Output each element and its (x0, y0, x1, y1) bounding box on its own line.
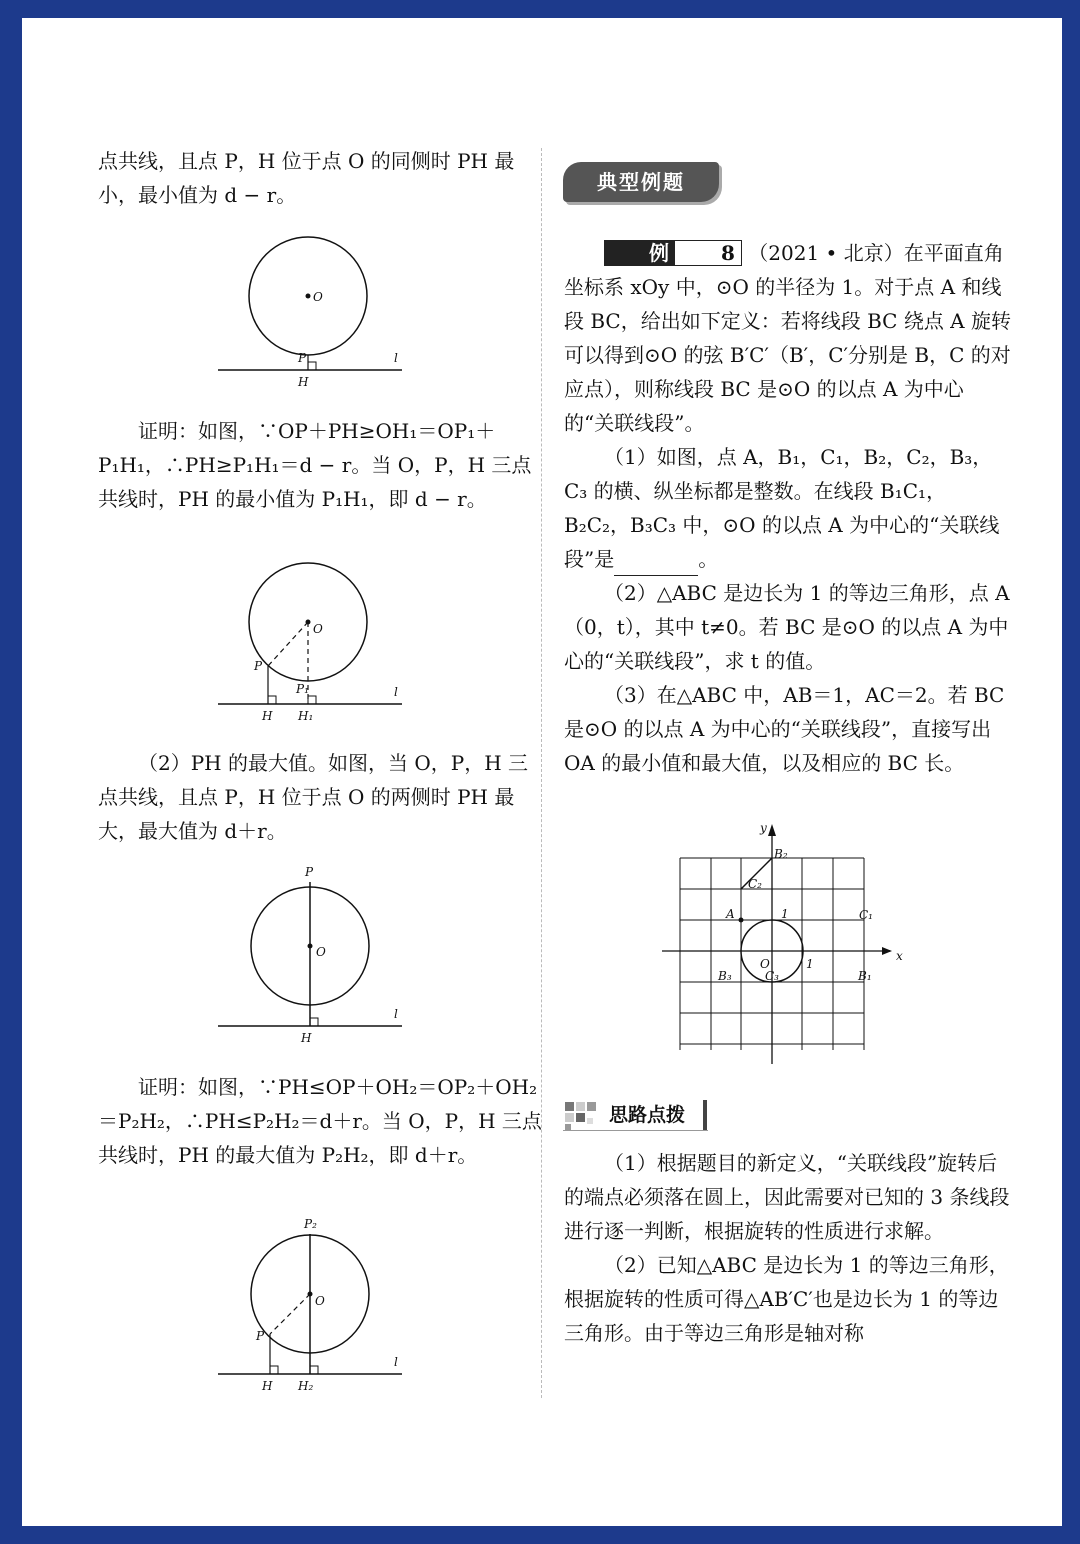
grid-label-c3: C₃ (765, 969, 779, 983)
answer-blank (614, 555, 698, 576)
left-paragraph-1: 点共线，且点 P，H 位于点 O 的同侧时 PH 最小，最小值为 d − r。 (98, 149, 515, 207)
section-banner-title: 典型例题 (597, 170, 685, 194)
fig2-label-h1: H₁ (298, 709, 314, 723)
left-part-2 (98, 746, 544, 848)
grid-label-one-x: 1 (806, 957, 814, 971)
fig4-label-p: P (256, 1329, 265, 1343)
left-column (98, 144, 544, 212)
grid-label-a: A (726, 907, 735, 921)
right-column (564, 236, 1012, 780)
fig2-label-p: P (254, 659, 263, 673)
grid-label-x: x (896, 949, 903, 963)
fig4-label-h: H (262, 1379, 273, 1393)
grid-label-o: O (760, 957, 770, 971)
fig3-label-l: l (394, 1007, 398, 1021)
fig2-label-h: H (262, 709, 273, 723)
figure-2 (212, 558, 412, 730)
figure-4 (212, 1214, 412, 1394)
grid-label-b2: B₂ (774, 847, 788, 861)
left-proof-2 (98, 1070, 544, 1172)
fig2-label-p1: P₁ (296, 682, 309, 696)
grid-label-b3: B₃ (718, 969, 732, 983)
question-1 (564, 440, 1012, 576)
fig1-label-o: O (313, 290, 323, 304)
left-paragraph-2: 证明：如图，∵OP＋PH≥OH₁＝OP₁＋P₁H₁，∴PH≥P₁H₁＝d − r。当 O，P，H 三点共线时，PH 的最小值为 P₁H₁，即 d − r。 (98, 419, 532, 511)
grid-label-c1: C₁ (859, 908, 873, 922)
hint-text (564, 1146, 1012, 1350)
example-tag: 例 (604, 240, 674, 266)
hint-paragraph-1: （1）根据题目的新定义，“关联线段”旋转后的端点必须落在圆上，因此需要对已知的 3 条线段进行逐一判断，根据旋转的性质进行求解。 (564, 1151, 1010, 1243)
coordinate-grid-figure (652, 818, 932, 1068)
fig3-label-p: P (305, 866, 314, 879)
section-banner (563, 162, 721, 204)
question-1-text: （1）如图，点 A，B₁，C₁，B₂，C₂，B₃，C₃ 的横、纵坐标都是整数。在线段 B₁C₁，B₂C₂，B₃C₃ 中，⊙O 的以点 A 为中心的“关联线段”是 (564, 445, 1000, 571)
fig4-label-l: l (394, 1355, 398, 1369)
fig1-label-p: P (298, 351, 307, 365)
grid-label-c2: C₂ (748, 877, 762, 891)
left-proof-1 (98, 414, 544, 516)
fig3-label-h: H (301, 1031, 312, 1045)
fig4-label-o: O (315, 1294, 325, 1308)
figure-1 (212, 224, 412, 396)
example-paragraph (564, 236, 1012, 440)
question-1-end: 。 (698, 547, 719, 571)
left-paragraph-4: 证明：如图，∵PH≤OP＋OH₂＝OP₂＋OH₂＝P₂H₂，∴PH≤P₂H₂＝d＋r。当 O，P，H 三点共线时，PH 的最大值为 P₂H₂，即 d＋r。 (98, 1075, 542, 1167)
fig1-label-l: l (394, 351, 398, 365)
grid-label-b1: B₁ (858, 969, 872, 983)
left-paragraph-3: （2）PH 的最大值。如图，当 O，P，H 三点共线，且点 P，H 位于点 O 的两侧时 PH 最大，最大值为 d＋r。 (98, 751, 528, 843)
fig2-label-l: l (394, 685, 398, 699)
page (22, 18, 1062, 1526)
fig2-label-o: O (313, 622, 323, 636)
question-3: （3）在△ABC 中，AB＝1，AC＝2。若 BC 是⊙O 的以点 A 为中心的“关联线段”，直接写出 OA 的最小值和最大值，以及相应的 BC 长。 (564, 683, 1005, 775)
column-divider (541, 148, 542, 1398)
hint-paragraph-2: （2）已知△ABC 是边长为 1 的等边三角形，根据旋转的性质可得△AB′C′也是边长为 1 的等边三角形。由于等边三角形是轴对称 (564, 1253, 1009, 1345)
fig4-label-h2: H₂ (298, 1379, 314, 1393)
fig3-label-o: O (316, 945, 326, 959)
grid-label-y: y (760, 821, 767, 835)
fig1-label-h: H (298, 375, 309, 389)
hint-title: 思路点拨 (609, 1104, 686, 1126)
example-text: （2021 • 北京）在平面直角坐标系 xOy 中，⊙O 的半径为 1。对于点 A 和线段 BC，给出如下定义：若将线段 BC 绕点 A 旋转可以得到⊙O 的弦 B′C′（B′，C′分别是 B，C 的对应点），则称线段 BC 是⊙O 的以点 A 为中心的“关联线段”。 (564, 241, 1011, 435)
example-number: 8 (674, 240, 742, 266)
question-2: （2）△ABC 是边长为 1 的等边三角形，点 A（0，t），其中 t≠0。若 BC 是⊙O 的以点 A 为中心的“关联线段”，求 t 的值。 (564, 581, 1010, 673)
figure-3 (212, 866, 412, 1046)
fig4-label-p2: P₂ (304, 1217, 317, 1231)
hint-header (563, 1098, 733, 1132)
grid-label-one-y: 1 (781, 907, 789, 921)
